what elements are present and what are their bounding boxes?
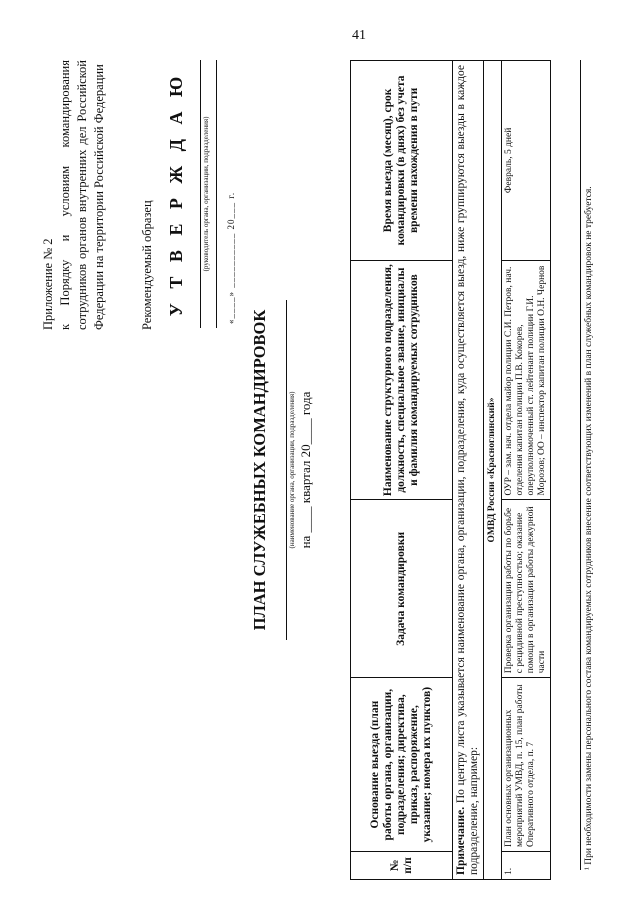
plan-table xyxy=(350,60,551,880)
appendix-number: Приложение № 2 xyxy=(41,238,55,330)
approver-line xyxy=(200,60,201,328)
appendix-block xyxy=(40,60,108,330)
header-task: Задача командировки xyxy=(351,500,453,678)
note-text: По центру листа указывается наименование органа, организации, подразделения, куда осуществляется выезд, ниже группируются выезды в каждое подразделение, например: xyxy=(455,64,480,875)
note-row xyxy=(453,61,484,880)
header-num: № п/п xyxy=(351,852,453,880)
appendix-description: к Порядку и условиям командирования сотрудников органов внутренних дел Российской Федерации на территории Российской Федерации xyxy=(58,60,106,330)
org-caption: (наименование органа, организации, подразделения) xyxy=(288,391,296,549)
note-label: Примечание. xyxy=(455,806,467,875)
approve-title: У Т В Е Р Ж Д А Ю xyxy=(166,71,186,317)
approver-line-2 xyxy=(216,60,217,328)
org-line xyxy=(286,300,287,640)
footnote: ¹ При необходимости замены персонального состава командируемых сотрудников внесение соответствующих изменений в план служебных командировок не требуется. xyxy=(580,60,594,870)
note-cell xyxy=(453,61,484,880)
omvd-name: ОМВД России «Красноглинский» xyxy=(484,61,502,880)
approver-caption: (руководитель органа, организации, подразделения) xyxy=(202,116,210,272)
header-staff: Наименование структурного подразделения, должность, специальное звание, инициалы и фамилия командируемых сотрудников xyxy=(351,260,453,500)
table-row xyxy=(502,61,551,880)
plan-quarter: на ____ квартал 20____ года xyxy=(298,391,313,549)
rotated-document xyxy=(40,60,610,880)
row-task: Проверка организации работы по борьбе с рецидивной преступностью; оказание помощи в организации работы дежурной части xyxy=(502,500,551,678)
row-staff: ОУР – зам. нач. отдела майор полиции С.И. Петров, нач. отделения капитан полиции П.В. Кокорев, оперуполномоченный ст. лейтенант полиции Г.И. Морозов; ОО – инспектор капитан полиции О.Н. Чернов xyxy=(502,260,551,500)
header-time: Время выезда (месяц), срок командировки (в днях) без учета времени нахождения в пути xyxy=(351,61,453,261)
row-basis: План основных организационных мероприятий УМВД, п. 15, план работы Оперативного отдела, п. 7 xyxy=(502,678,551,852)
plan-title: ПЛАН СЛУЖЕБНЫХ КОМАНДИРОВОК xyxy=(250,309,269,631)
table-header-row xyxy=(351,61,453,880)
omvd-row xyxy=(484,61,502,880)
approve-date: «____» __________ 20___ г. xyxy=(226,191,236,324)
header-basis: Основание выезда (план работы органа, организации, подразделения; директива, приказ, распоряжение, указание; номера их пунктов) xyxy=(351,678,453,852)
row-num: 1. xyxy=(502,852,551,880)
recommended-sample: Рекомендуемый образец xyxy=(140,200,154,330)
page-number: 41 xyxy=(352,28,366,43)
row-time: Февраль, 5 дней xyxy=(502,61,551,261)
